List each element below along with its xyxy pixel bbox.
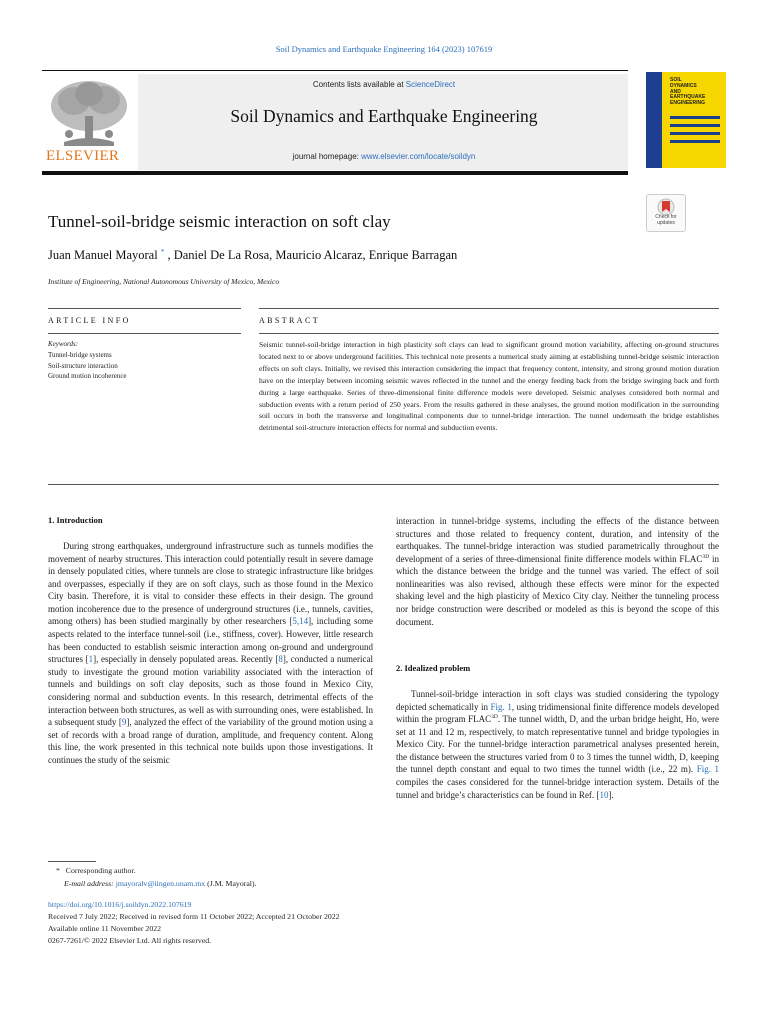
other-authors: , Daniel De La Rosa, Mauricio Alcaraz, Enrique Barragan — [167, 248, 458, 263]
check-for-updates-button[interactable] — [646, 194, 686, 232]
text-run: ], analyzed the effect of the variability of the ground motion using a set of records with a broad range of duration, amplitude, and frequency content. Along this line, the work presented in this technical note builds upon those investigations. It continues the study of the seismic — [48, 717, 373, 765]
text-run: interaction in tunnel-bridge systems, including the effects of the distance between structures and those related to frequency content, duration, and intensity of the earthquakes. The tunnel-bridge interaction was studied parametrically throughout the development of a series of three-dimensional finite difference models within FLAC — [396, 516, 719, 564]
article-title: Tunnel-soil-bridge seismic interaction on soft clay — [48, 212, 391, 231]
email-label: E-mail address: — [64, 879, 114, 888]
text-run: in which the distance between the bridge and the tunnel was varied. The effect of soil nonlinearities was also revised, although these effects were minor for the expected shaking level and the high plasticity of Mexico City clay. Neither the tunneling process nor bridge construction were described or modeled as this is beyond the scope of this document. — [396, 553, 719, 627]
header-top-rule — [42, 70, 628, 71]
citation-link[interactable]: 8 — [278, 654, 283, 665]
corresponding-footnote — [56, 866, 136, 875]
received-dates: Received 7 July 2022; Received in revised form 11 October 2022; Accepted 21 October 2022 — [48, 912, 340, 921]
superscript: 3D — [491, 714, 498, 721]
article-info-heading: ARTICLE INFO — [48, 316, 131, 325]
introduction-continuation — [396, 515, 719, 628]
sciencedirect-link[interactable]: ScienceDirect — [405, 80, 456, 89]
citation-link[interactable]: 1 — [88, 654, 94, 665]
copyright: 0267-7261/© 2022 Elsevier Ltd. All rights reserved. — [48, 936, 212, 945]
divider — [259, 333, 719, 334]
homepage-link[interactable]: www.elsevier.com/locate/soildyn — [361, 152, 476, 161]
online-date: Available online 11 November 2022 — [48, 924, 162, 933]
first-author[interactable]: Juan Manuel Mayoral — [48, 248, 158, 263]
text-run: During strong earthquakes, underground infrastructure such as tunnels modifies the movement of nearby structures. This interaction could potentially result in severe damage in densely populated cities, where tunnels are close to strategic infrastructure like bridges and overpasses, especially if they are on soft clays, such as those found in the Mexico City basin. Therefore, it is vital to consider these effects in their design. The ground motion incoherence due to the presence of underground structures (i.e., tunnels, cavities, among others) has been studied marginally by other researchers [ — [48, 541, 373, 627]
abstract-text: Seismic tunnel-soil-bridge interaction in high plasticity soft clays can lead to significant ground motion variability, affecting on-ground structures located next to or above underground facilities. This technical note presents a numerical study aiming at establishing tunnel-bridge seismic interaction effects on soft clays. Initially, we revised this interaction considering the impact that frequency content, intensity, and strong ground motion duration have on the interplay between incoming seismic waves reflected in the tunnel and the energy feeding back from the bridge swinging back and forth during a large earthquake. Series of three-dimensional finite difference models were developed. Seismic analyses considered both normal and subduction events with a return period of 250 years. From the results gathered in these analyses, the ground motion modification in the surrounding soil occurs in both the transverse and longitudinal components due to tunnel-bridge interaction. The tunnel underneath the bridge establishes detrimental soil-structure interaction effects for normal and subduction events. — [259, 340, 719, 433]
introduction-heading: 1. Introduction — [48, 515, 103, 525]
divider — [48, 308, 241, 309]
author-list — [48, 248, 457, 263]
text-run: compiles the cases considered for the tunnel-bridge interaction system. Details of the tunnel and bridge’s characteristics can be found in Ref. [ — [396, 777, 719, 800]
introduction-paragraph — [48, 540, 373, 766]
divider — [48, 333, 241, 334]
email-link[interactable]: jmayoralv@iingen.unam.mx — [115, 879, 206, 888]
journal-reference[interactable]: Soil Dynamics and Earthquake Engineering 164 (2023) 107619 — [275, 44, 493, 54]
email-suffix: (J.M. Mayoral). — [207, 879, 257, 888]
figure-link[interactable]: Fig. 1 — [696, 764, 719, 775]
text-run: ], including some aspects related to the interface tunnel-soil (i.e., stiffness, cover). However, little research has been conducted to establish seismic interaction among on-ground and underground structures [ — [48, 616, 373, 665]
text-run: . The tunnel width, D, and the urban bridge height, Ho, were set at 11 and 12 m, respectively, to match representative tunnel and bridge typologies in Mexico City. For the tunnel-bridge interaction parametrical analyses presented herein, the distance between the structures varied from 0 to 3 times the tunnel width, D, keeping the tunnel depth constant and equal to two times the tunnel width (i.e., 22 m). — [396, 714, 719, 775]
contents-prefix: Contents lists available at — [312, 80, 404, 89]
affiliation: Institute of Engineering, National Autonomous University of Mexico, Mexico — [48, 277, 280, 286]
check-line-2: updates — [657, 219, 675, 226]
cover-line: AND — [670, 88, 681, 95]
cover-line: ENGINEERING — [670, 100, 706, 107]
keywords-label: Keywords: — [48, 340, 79, 348]
footnote-text: Corresponding author. — [65, 866, 136, 875]
journal-cover-thumbnail[interactable] — [646, 72, 726, 168]
homepage-prefix: journal homepage: — [292, 152, 359, 161]
cover-line: DYNAMICS — [670, 82, 697, 89]
divider — [48, 484, 719, 485]
text-run: ], conducted a numerical study to investigate the ground motion variability associated with the interaction of tunnels and buildings on soft clay deposits, such as those found in Mexico City, considering normal and subduction events. In this research, detrimental effects of the interaction between both structures, as well as with surrounding ones, were established. In a subsequent study [ — [48, 654, 373, 728]
citation-link[interactable]: 9 — [121, 717, 127, 728]
text-run: , using tridimensional finite difference models developed within the program FLAC — [396, 701, 719, 725]
keyword-list — [48, 350, 127, 382]
header-bottom-rule — [42, 171, 628, 175]
text-run: ]. — [608, 789, 614, 800]
journal-title: Soil Dynamics and Earthquake Engineering — [230, 106, 538, 126]
idealized-problem-paragraph — [396, 688, 719, 801]
text-run: Tunnel-soil-bridge interaction in soft clays was studied considering the typology depicted schematically in — [396, 689, 719, 712]
citation-link[interactable]: 5,14 — [292, 616, 309, 627]
doi-link-text[interactable]: https://doi.org/10.1016/j.soildyn.2022.107619 — [48, 900, 192, 909]
doi-link[interactable] — [48, 900, 191, 909]
elsevier-wordmark[interactable]: ELSEVIER — [46, 148, 120, 164]
cover-line: EARTHQUAKE — [670, 94, 706, 101]
corresponding-author-mark[interactable]: * — [160, 248, 165, 256]
idealized-problem-heading: 2. Idealized problem — [396, 663, 471, 673]
keyword: Ground motion incoherence — [48, 372, 127, 380]
text-run: ], especially in densely populated areas. Recently [ — [93, 654, 279, 665]
divider — [259, 308, 719, 309]
keyword: Soil-structure interaction — [48, 361, 118, 370]
cover-title — [670, 78, 705, 107]
email-footnote — [64, 879, 257, 888]
footnote-rule — [48, 861, 96, 862]
footnote-mark: * — [56, 866, 60, 875]
superscript: 3D — [702, 553, 710, 560]
figure-link[interactable]: Fig. 1 — [490, 701, 512, 712]
check-for-updates-label — [647, 215, 685, 226]
check-line-1: Check for — [655, 214, 677, 220]
cover-line: SOIL — [670, 77, 682, 83]
abstract-heading: ABSTRACT — [259, 316, 320, 325]
citation-link[interactable]: 10 — [599, 789, 609, 800]
keyword: Tunnel-bridge systems — [48, 351, 112, 359]
